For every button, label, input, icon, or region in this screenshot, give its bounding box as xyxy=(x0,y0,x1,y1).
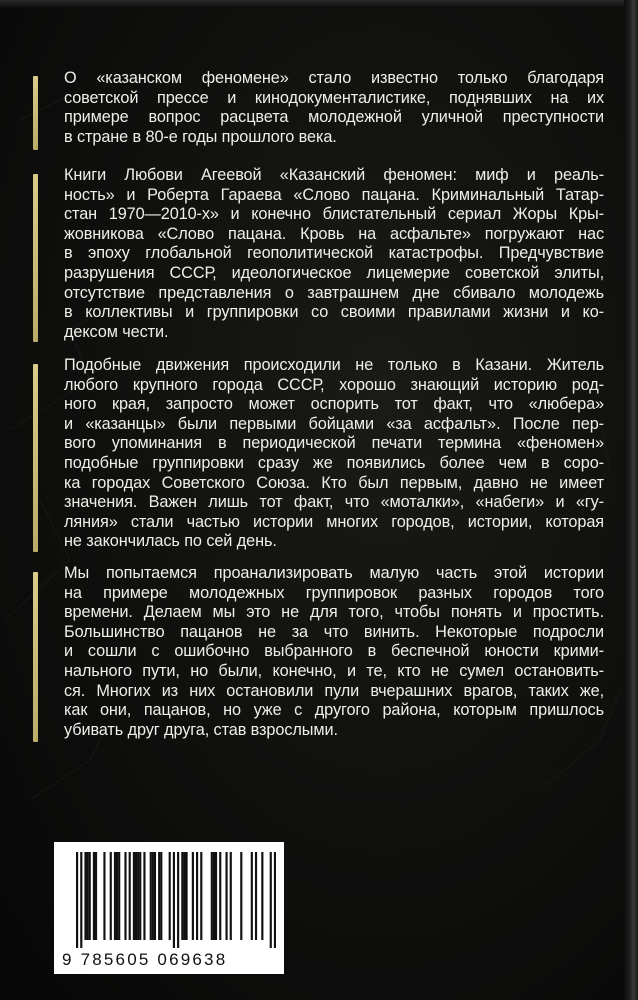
text-line: Подобные движения происходили не только в Казани. Житель xyxy=(64,356,604,374)
paragraph-1 xyxy=(64,69,604,147)
barcode-bar xyxy=(219,852,221,940)
text-line: Большинство пацанов не за что винить. Некоторые подросли xyxy=(64,622,604,641)
isbn-barcode xyxy=(54,842,284,974)
barcode-bar xyxy=(181,852,183,940)
barcode-bar xyxy=(274,852,276,948)
barcode-bar xyxy=(89,852,91,940)
barcode-bar xyxy=(139,852,141,940)
barcode-bar xyxy=(158,852,160,940)
barcode-bar xyxy=(124,852,126,940)
barcode-bar xyxy=(93,852,95,940)
accent-bar xyxy=(33,364,38,552)
paragraph-4 xyxy=(64,564,604,740)
barcode-bar xyxy=(110,852,112,940)
barcode-bar xyxy=(230,852,232,940)
text-line: стан 1970—2010-х» и конечно блистательный сериал Жоры Кры- xyxy=(64,205,604,224)
text-line: убивать друг друга, став взрослыми. xyxy=(64,720,338,739)
accent-bar xyxy=(33,174,38,342)
barcode-bar xyxy=(270,852,272,948)
barcode-bar xyxy=(225,852,227,940)
barcode-bar xyxy=(129,852,131,940)
barcode-bar xyxy=(76,852,78,948)
text-line: Мы попытаемся проанализировать малую часть этой истории xyxy=(64,564,604,582)
cover-top-edge xyxy=(0,0,638,8)
barcode-bar xyxy=(173,852,175,948)
barcode-bar xyxy=(255,852,257,940)
text-line: любого крупного города СССР, хорошо знающий историю род- xyxy=(64,375,604,394)
text-line: примере вопрос расцвета молодежной уличной преступности xyxy=(64,108,604,127)
barcode-bar xyxy=(152,852,154,940)
text-line: Книги Любови Агеевой «Казанский феномен: миф и реаль- xyxy=(64,166,604,184)
barcode-bar xyxy=(177,852,179,948)
text-line: нального пути, но были, конечно, и те, кто не сумел остановить- xyxy=(64,661,604,680)
text-line: ка городах Советского Союза. Кто был первым, давно не имеет xyxy=(64,473,604,492)
text-line: в коллективы и группировки со своими правилами жизни и ко- xyxy=(64,303,604,322)
barcode-bars xyxy=(62,852,276,948)
barcode-bar xyxy=(196,852,198,940)
barcode-bar xyxy=(118,852,120,940)
barcode-digits: 9 785605 069638 xyxy=(62,950,228,969)
paragraph-2 xyxy=(64,166,604,342)
barcode-bar xyxy=(116,852,118,940)
barcode-bar xyxy=(87,852,89,940)
text-line: времени. Делаем мы это не для того, чтобы понять и простить. xyxy=(64,603,604,622)
text-line: ного края, запросто может оспорить тот факт, что «люберa» xyxy=(64,395,604,414)
text-line: на примере молодежных группировок разных городов того xyxy=(64,583,604,602)
barcode-bar xyxy=(169,852,171,940)
barcode-bar xyxy=(133,852,135,940)
text-line: ность» и Роберта Гараева «Слово пацана. Криминальный Татар- xyxy=(64,185,604,204)
barcode-bar xyxy=(192,852,194,940)
barcode-bar xyxy=(154,852,156,940)
text-line: и сошли с ошибочно выбранного в беспечной юности крими- xyxy=(64,642,604,661)
text-line: подобные группировки сразу же появились более чем в соро- xyxy=(64,453,604,472)
barcode-bar xyxy=(251,852,253,940)
barcode-bar xyxy=(213,852,215,940)
text-line: О «казанском феномене» стало известно только благодаря xyxy=(64,69,604,87)
text-line: в эпоху глобальной геополитической катастрофы. Предчувствие xyxy=(64,244,604,263)
text-line: жовникова «Слово пацана. Кровь на асфальте» погружают нас xyxy=(64,224,604,243)
cover-spine-edge xyxy=(624,0,638,1000)
text-line: значения. Важен лишь тот факт, что «моталки», «набеги» и «гу- xyxy=(64,493,604,512)
barcode-bar xyxy=(240,852,242,940)
barcode-bar xyxy=(80,852,82,948)
text-line: не закончилась по сей день. xyxy=(64,532,277,551)
text-line: ся. Многих из них остановили пули вчерашних врагов, таких же, xyxy=(64,681,604,700)
barcode-bar xyxy=(185,852,187,940)
barcode-bar xyxy=(103,852,105,940)
barcode-bar xyxy=(200,852,202,940)
barcode-bar xyxy=(183,852,185,940)
text-line: отсутствие представления о завтрашнем дне сбивало молодежь xyxy=(64,283,604,302)
barcode-bar xyxy=(261,852,263,940)
barcode-bar xyxy=(211,852,213,940)
paragraph-3 xyxy=(64,356,604,552)
barcode-bar xyxy=(135,852,137,940)
barcode-bar xyxy=(143,852,145,940)
text-line: как они, пацанов, но уже с другого района, которым пришлось xyxy=(64,701,604,720)
text-line: разрушения СССР, идеологическое лицемерие советской элиты, xyxy=(64,263,604,282)
accent-bar xyxy=(33,76,38,150)
barcode-bar xyxy=(150,852,152,940)
text-line: советской прессе и кинодокументалистике, поднявших на их xyxy=(64,88,604,107)
text-line: в стране в 80-е годы прошлого века. xyxy=(64,127,337,146)
barcode-bar xyxy=(160,852,162,940)
text-line: дексом чести. xyxy=(64,322,169,341)
barcode-bar xyxy=(137,852,139,940)
barcode-bar xyxy=(215,852,217,940)
barcode-bar xyxy=(84,852,86,940)
text-line: вого упоминания в периодической печати термина «феномен» xyxy=(64,434,604,453)
text-line: ляния» стали частью истории многих городов, истории, которая xyxy=(64,512,604,531)
barcode-bar xyxy=(114,852,116,940)
barcode-bar xyxy=(95,852,97,940)
text-line: и «казанцы» были первыми бойцами «за асфальт». После пер- xyxy=(64,414,604,433)
accent-bar xyxy=(33,572,38,742)
